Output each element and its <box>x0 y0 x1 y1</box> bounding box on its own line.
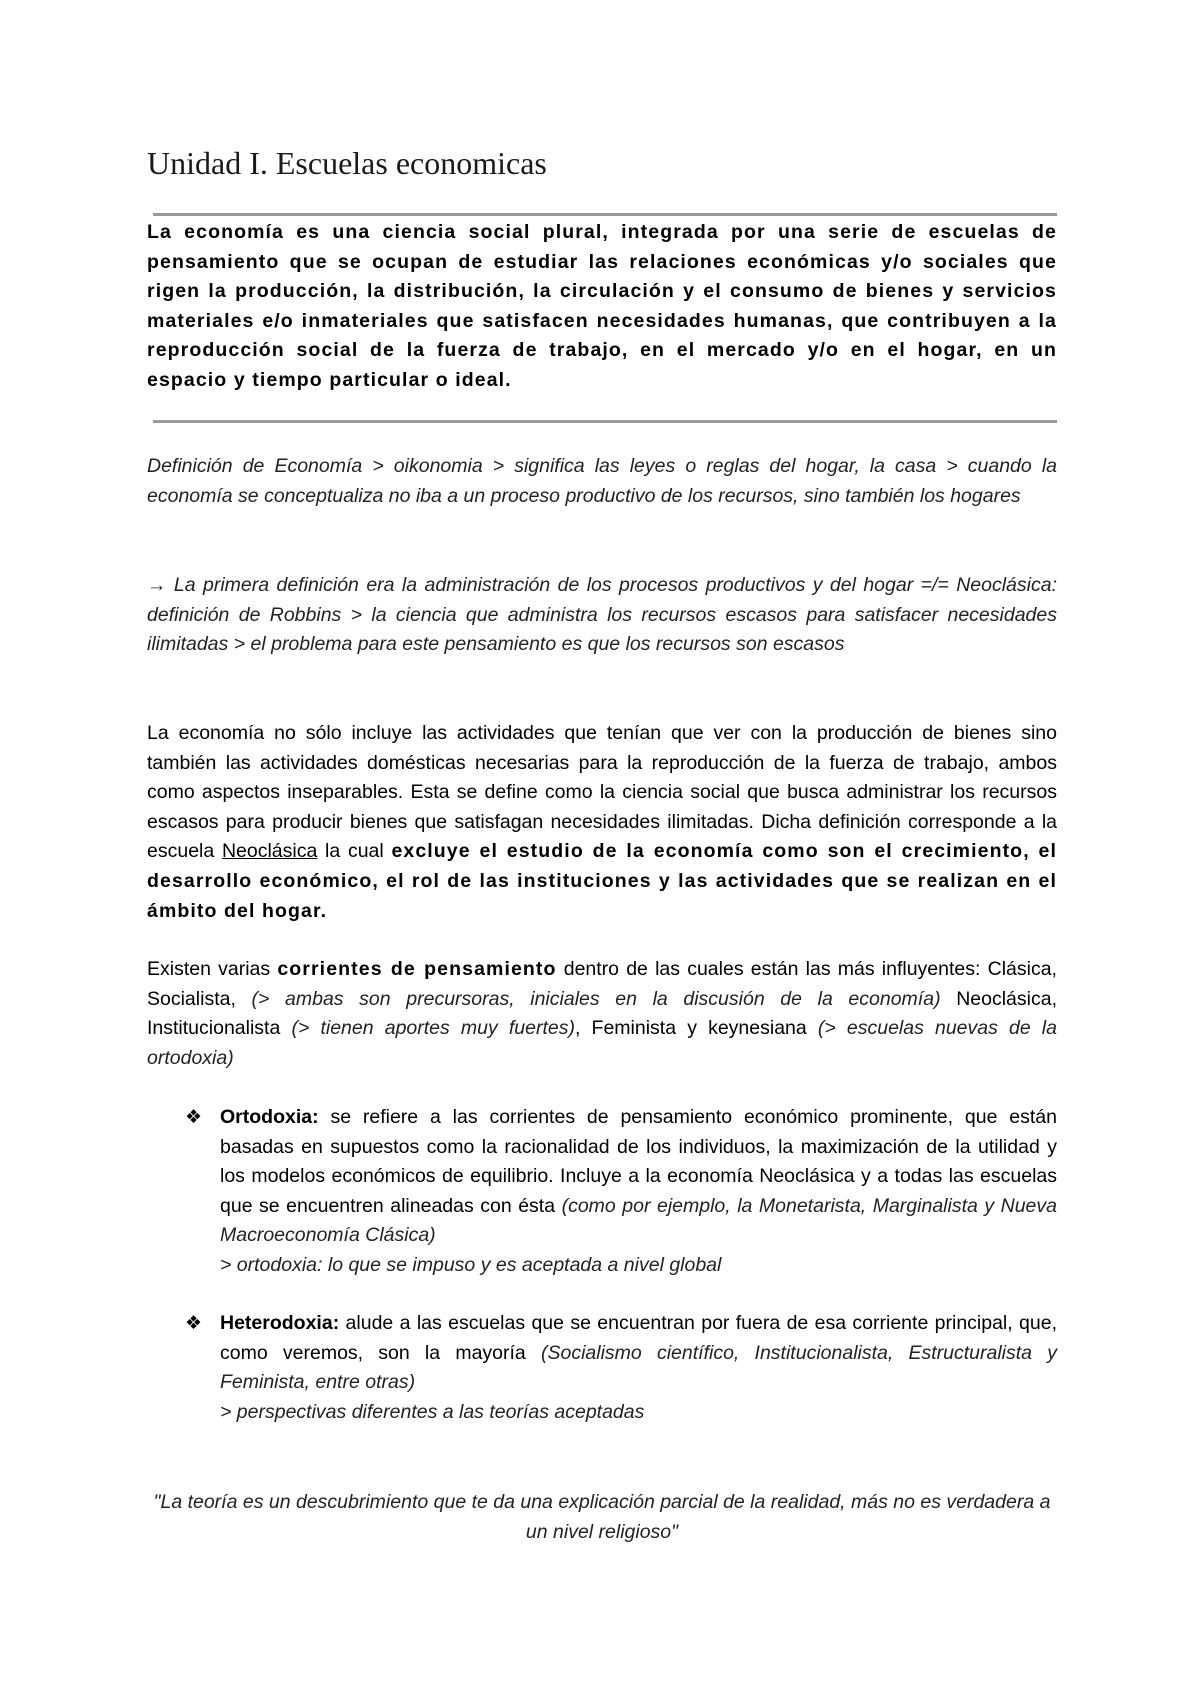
top-divider <box>153 213 1057 216</box>
neoclasica-link[interactable]: Neoclásica <box>221 840 318 863</box>
closing-quote: "La teoría es un descubrimiento que te da una explicación parcial de la realidad, más no es verdadera a un nivel religioso" <box>153 1491 1051 1543</box>
diamond-bullet-icon: ❖ <box>185 1106 203 1128</box>
diamond-bullet-icon: ❖ <box>185 1312 203 1334</box>
scope-text-b: la cual <box>317 840 392 863</box>
currents-text-c: Neoclásica, Institucionalista <box>147 987 1057 1040</box>
bullet-ortodoxia-italic: (como por ejemplo, la Monetarista, Marginalista y Nueva Macroeconomía Clásica) <box>220 1194 1057 1247</box>
bullet-ortodoxia-note: > ortodoxia: lo que se impuso y es aceptada a nivel global <box>220 1253 722 1276</box>
bottom-divider <box>153 420 1057 423</box>
bullet-heterodoxia-term: Heterodoxia: <box>220 1312 340 1334</box>
economy-scope-paragraph <box>147 719 1057 926</box>
scope-text-a: La economía no sólo incluye las actividades que tenían que ver con la producción de bienes sino también las actividades domésticas necesarias para la reproducción de la fuerza de trabajo, ambos como aspectos inseparables. Esta se define como la ciencia social que busca administrar los recursos escasos para producir bienes que satisfagan necesidades ilimitadas. Dicha definición corresponde a la escuela <box>147 722 1057 863</box>
definition-paragraph: Definición de Economía > oikonomia > significa las leyes o reglas del hogar, la casa > cuando la economía se conceptualiza no iba a un proceso productivo de los recursos, sino también los hogares <box>147 455 1057 507</box>
bullet-ortodoxia-body <box>220 1103 1057 1281</box>
currents-text-b: dentro de las cuales están las más influyentes: Clásica, Socialista, <box>147 958 1057 1010</box>
bullet-ortodoxia-text: se refiere a las corrientes de pensamiento económico prominente, que están basadas en supuestos como la racionalidad de los individuos, la maximización de la utilidad y los modelos económicos de equilibrio. Incluye a la economía Neoclásica y a todas las escuelas que se encuentren alineadas con ésta <box>220 1106 1057 1217</box>
bullet-heterodoxia-italic: (Socialismo científico, Institucionalista, Estructuralista y Feminista, entre otras) <box>220 1341 1057 1394</box>
bullet-heterodoxia-body <box>220 1309 1057 1427</box>
currents-text-a: Existen varias <box>147 958 278 980</box>
currents-bold-text: corrientes de pensamiento <box>277 958 557 980</box>
currents-text-d: , Feminista y keynesiana <box>574 1017 818 1040</box>
currents-italic-a: (> ambas son precursoras, iniciales en la discusión de la economía) <box>251 987 941 1010</box>
currents-paragraph <box>147 955 1057 1073</box>
page-title: Unidad I. Escuelas economicas <box>147 145 547 181</box>
bullet-heterodoxia-text: alude a las escuelas que se encuentran por fuera de esa corriente principal, que, como veremos, son la mayoría <box>220 1312 1057 1364</box>
first-definition-paragraph: → La primera definición era la administración de los procesos productivos y del hogar =/= Neoclásica: definición de Robbins > la ciencia que administra los recursos escasos para satisfacer necesidades ilimitadas > el problema para este pensamiento es que los recursos son escasos <box>147 574 1057 656</box>
scope-bold-text: excluye el estudio de la economía como son el crecimiento, el desarrollo económico, el rol de las instituciones y las actividades que se realizan en el ámbito del hogar. <box>147 840 1057 922</box>
currents-italic-b: (> tienen aportes muy fuertes) <box>291 1017 575 1040</box>
intro-paragraph: La economía es una ciencia social plural, integrada por una serie de escuelas de pensamiento que se ocupan de estudiar las relaciones económicas y/o sociales que rigen la producción, la distribución, la circulación y el consumo de bienes y servicios materiales e/o inmateriales que satisfacen necesidades humanas, que contribuyen a la reproducción social de la fuerza de trabajo, en el mercado y/o en el hogar, en un espacio y tiempo particular o ideal. <box>147 221 1057 391</box>
bullet-ortodoxia-term: Ortodoxia: <box>220 1106 319 1128</box>
bullet-heterodoxia-note: > perspectivas diferentes a las teorías aceptadas <box>220 1400 645 1423</box>
currents-italic-c: (> escuelas nuevas de la ortodoxia) <box>147 1017 1057 1069</box>
